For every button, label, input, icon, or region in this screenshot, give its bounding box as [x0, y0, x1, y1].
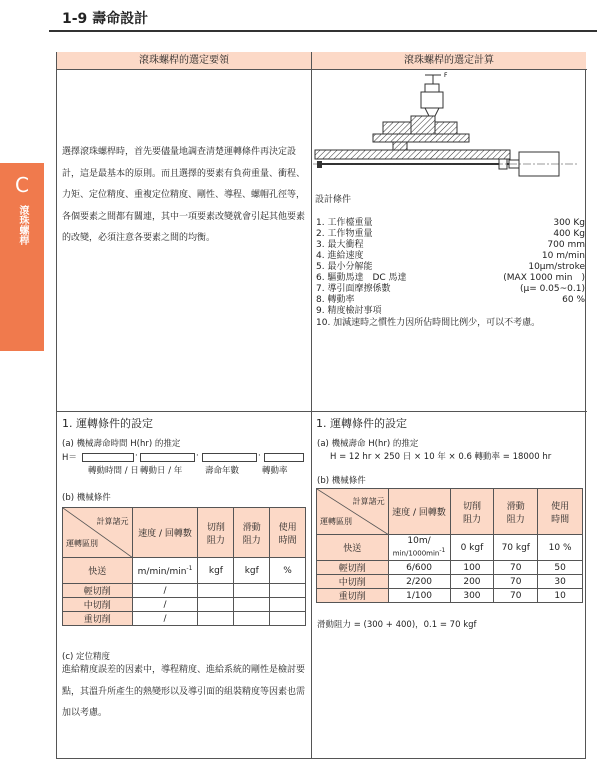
condition-value: 10 m/min — [541, 251, 585, 261]
condition-value: 300 Kg — [553, 218, 585, 228]
life-formula: H = 12 hr × 250 日 × 10 年 × 0.6 轉動率 = 18000 hr — [330, 452, 552, 462]
speed-bottom: min/1000min — [392, 549, 440, 558]
condition-label: 6. 驅動馬達 DC 馬達 — [316, 273, 407, 283]
column-header: 滑動 阻力 — [234, 508, 270, 558]
table-cell: 300 — [450, 589, 494, 603]
table-cell — [270, 612, 306, 626]
sliding-resistance-note: 滑動阻力 = (300 + 400)，0.1 = 70 kgf — [317, 620, 477, 630]
speed-top: 10m/ — [407, 535, 431, 546]
condition-label: 9. 精度檢討事項 — [316, 306, 382, 316]
table-cell — [198, 612, 234, 626]
condition-value: (MAX 1000 min ) — [503, 273, 585, 283]
row-label: 中切削 — [317, 575, 389, 589]
condition-value: 400 Kg — [553, 229, 585, 239]
ball-screw-diagram — [313, 72, 581, 184]
row-label: 快送 — [63, 558, 133, 584]
force-label: F — [444, 72, 448, 79]
design-conditions-title: 設計條件 — [315, 195, 352, 205]
condition-item — [316, 251, 585, 262]
left-column-header: 滾珠螺桿的選定要領 — [57, 52, 311, 69]
table-cell: 200 — [450, 575, 494, 589]
table-cell: 70 kgf — [494, 535, 538, 561]
right-b-title: (b) 機械條件 — [317, 476, 366, 486]
left-machine-conditions-table — [62, 507, 306, 626]
condition-item — [316, 218, 585, 229]
condition-label: 8. 轉動率 — [316, 295, 355, 305]
column-header: 使用 時間 — [270, 508, 306, 558]
table-cell: / — [132, 612, 198, 626]
row-label: 中切削 — [63, 598, 133, 612]
corner-bottom-label: 運轉區別 — [66, 539, 98, 548]
table-cell — [234, 584, 270, 598]
column-header: 使用 時間 — [538, 489, 583, 535]
table-cell: 0 kgf — [450, 535, 494, 561]
row-label: 重切削 — [63, 612, 133, 626]
condition-label: 4. 進給速度 — [316, 251, 364, 261]
table-cell: 100 — [450, 561, 494, 575]
condition-item — [316, 229, 585, 240]
left-c-title: (c) 定位精度 — [62, 652, 111, 662]
h-prefix: H＝ — [62, 453, 77, 463]
cutting-tool — [425, 108, 439, 116]
title-rule — [49, 30, 597, 32]
chapter-side-tab — [0, 163, 44, 351]
table-cell: 70 — [494, 589, 538, 603]
chapter-letter: C — [15, 173, 29, 197]
table-cell: 70 — [494, 561, 538, 575]
condition-label: 2. 工作物重量 — [316, 229, 373, 239]
worktable — [373, 134, 469, 142]
section-rule — [56, 411, 587, 412]
left-b-title: (b) 機械條件 — [62, 493, 111, 503]
table-cell — [198, 598, 234, 612]
table-cell — [270, 598, 306, 612]
condition-item — [316, 262, 585, 273]
life-years-box[interactable] — [202, 453, 257, 462]
multiply-dot: · — [135, 451, 138, 461]
row-label: 快送 — [317, 535, 389, 561]
table-cell: 10 — [538, 589, 583, 603]
right-a-title: (a) 機械壽命 H(hr) 的推定 — [317, 439, 419, 449]
daily-hours-box[interactable] — [82, 453, 134, 462]
workpiece-left — [383, 122, 411, 134]
selection-guidelines-text: 選擇滾珠螺桿時，首先要儘量地調查清楚運轉條件再決定設計，這是最基本的原則。而且選擇的要素有負荷重量、衝程、力矩、定位精度、重複定位精度、剛性、導程、螺帽孔徑等，各個要素之間都有關連，其中一項要素改變就會引起其他要素的改變，必須注意各要素之間的均衡。 — [62, 147, 306, 243]
speed-sup: -1 — [439, 546, 446, 554]
box-label: 轉動率 — [262, 466, 288, 476]
unit-cell: % — [270, 558, 306, 584]
unit-sup: -1 — [186, 564, 193, 572]
left-a-title: (a) 機械壽命時間 H(hr) 的推定 — [62, 439, 181, 449]
multiply-dot: · — [258, 451, 261, 461]
days-per-year-box[interactable] — [140, 453, 195, 462]
workpiece-block — [411, 116, 435, 134]
condition-item — [316, 295, 585, 306]
right-column-header: 滾珠螺桿的選定計算 — [312, 52, 586, 69]
row-label: 輕切削 — [63, 584, 133, 598]
box-label: 轉動時間 / 日 — [88, 466, 139, 476]
table-cell — [198, 584, 234, 598]
ball-nut — [393, 142, 407, 150]
corner-top-label: 計算諸元 — [352, 497, 385, 506]
condition-item — [316, 240, 585, 251]
table-cell: 1/100 — [388, 589, 450, 603]
unit-cell: kgf — [234, 558, 270, 584]
column-header: 速度 / 回轉數 — [388, 489, 450, 535]
table-cell — [234, 598, 270, 612]
table-cell: 2/200 — [388, 575, 450, 589]
table-cell — [270, 584, 306, 598]
right-machine-conditions-table — [316, 488, 583, 603]
spindle-head — [421, 92, 443, 108]
table-cell: 70 — [494, 575, 538, 589]
condition-value: 60 % — [562, 295, 585, 305]
column-header: 速度 / 回轉數 — [132, 508, 198, 558]
header-rule — [56, 69, 587, 70]
left-section-title: 1. 運轉條件的設定 — [62, 417, 153, 430]
condition-note: 10. 加減速時之慣性力因所佔時間比例少，可以不考慮。 — [316, 318, 541, 328]
row-label: 重切削 — [317, 589, 389, 603]
machine-bed — [315, 150, 510, 159]
condition-item — [316, 306, 585, 317]
table-cell: / — [132, 584, 198, 598]
condition-label: 5. 最小分解能 — [316, 262, 373, 272]
corner-bottom-label: 運轉區別 — [320, 517, 352, 526]
unit-cell — [132, 558, 198, 584]
condition-item — [316, 284, 585, 295]
support-bearing — [317, 161, 322, 168]
condition-value: 10μm/stroke — [528, 262, 585, 272]
chapter-label: 滾珠螺桿 — [17, 205, 28, 245]
table-cell: / — [132, 598, 198, 612]
positioning-accuracy-text: 進給精度誤差的因素中，導程精度、進給系統的剛性是檢討要點，其溫升所產生的熱變形以及導引面的組裝精度等因素也需加以考慮。 — [62, 665, 306, 718]
column-header: 切削 阻力 — [450, 489, 494, 535]
box-label: 壽命年數 — [205, 466, 240, 476]
unit-text: m/min/min — [137, 566, 187, 577]
row-label: 輕切削 — [317, 561, 389, 575]
speed-cell — [388, 535, 450, 561]
column-header: 切削 阻力 — [198, 508, 234, 558]
condition-label: 7. 導引面摩擦係數 — [316, 284, 391, 294]
table-cell: 30 — [538, 575, 583, 589]
right-section-title: 1. 運轉條件的設定 — [316, 417, 407, 430]
table-corner — [317, 489, 389, 535]
column-header: 滑動 阻力 — [494, 489, 538, 535]
condition-label: 1. 工作檯重量 — [316, 218, 373, 228]
workpiece-right — [435, 122, 457, 134]
table-cell: 10 % — [538, 535, 583, 561]
operation-rate-box[interactable] — [264, 453, 304, 462]
table-corner — [63, 508, 133, 558]
condition-value: (μ= 0.05~0.1) — [519, 284, 585, 294]
table-cell: 6/600 — [388, 561, 450, 575]
page-title: 1-9 壽命設計 — [62, 11, 149, 27]
unit-cell: kgf — [198, 558, 234, 584]
column-divider — [311, 52, 312, 759]
table-cell — [234, 612, 270, 626]
table-cell: 50 — [538, 561, 583, 575]
corner-top-label: 計算諸元 — [96, 517, 129, 526]
tool-holder — [425, 84, 439, 92]
box-label: 轉動日 / 年 — [140, 466, 183, 476]
condition-label: 3. 最大衝程 — [316, 240, 364, 250]
condition-item — [316, 273, 585, 284]
condition-value: 700 mm — [547, 240, 585, 250]
multiply-dot: · — [196, 451, 199, 461]
